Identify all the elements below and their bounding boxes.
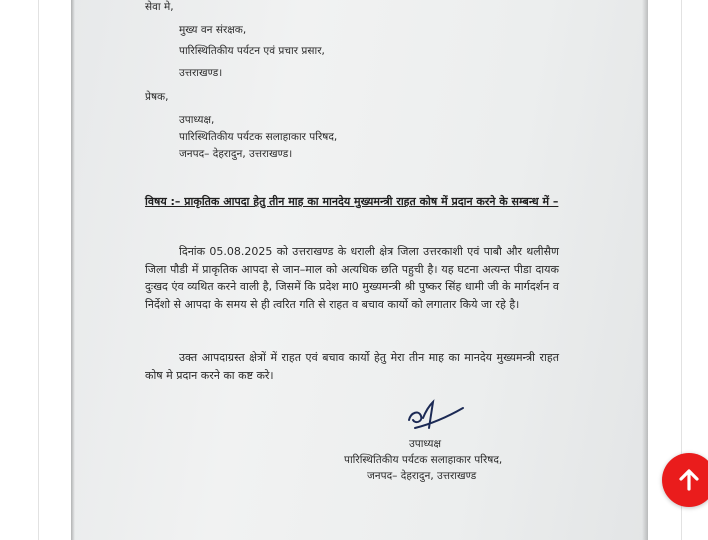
letter-subject: विषय :– प्राकृतिक आपदा हेतु तीन माह का मानदेय मुख्यमन्त्री राहत कोष में प्रदान करने के सम्बन्ध में – (145, 195, 559, 208)
closing-line-2: पारिस्थितिकीय पर्यटक सलाहाकार परिषद, (344, 454, 503, 466)
signature (401, 398, 471, 440)
from-label: प्रेषक, (145, 91, 169, 103)
to-prefix: सेवा मे, (145, 1, 174, 13)
from-line-3: जनपद– देहरादुन, उत्तराखण्ड। (179, 148, 293, 160)
to-line-3: उत्तराखण्ड। (179, 67, 223, 79)
arrow-up-icon (676, 467, 702, 493)
body-paragraph-2: उक्त आपदाग्रस्त क्षेत्रों में राहत एवं बचाव कार्यो हेतु मेरा तीन माह का मानदेय मुख्यमन्त्री राहत कोष मे प्रदान करने का कष्ट करे। (145, 351, 559, 382)
closing-line-1: उपाध्यक्ष (409, 438, 442, 450)
from-line-1: उपाध्यक्ष, (179, 114, 215, 126)
to-line-1: मुख्य वन संरक्षक, (179, 24, 247, 36)
closing-line-3: जनपद– देहरादुन, उत्तराखण्ड (367, 470, 477, 482)
scroll-to-top-button[interactable] (662, 453, 708, 507)
page-edge-shadow (71, 0, 75, 540)
letter-image (71, 0, 648, 540)
body-paragraph-1: दिनांक 05.08.2025 को उत्तराखण्ड के धराली क्षेत्र जिला उत्तरकाशी एवं पाबौ और थलीसैण जिला पौडी में प्राकृतिक आपदा से जान–माल को अत्यधिक छति पहुची है। यह घटना अत्यन्त पीडा दायक दुःखद एंव व्यथित करने वाली है, जिसमें कि प्रदेश मा0 मुख्यमन्त्री श्री पुष्कर सिंह धामी जी के मार्गदर्शन व निर्देशो से आपदा के समय से ही त्वरित गति से राहत व बचाव कार्यो को लगातार किये जा रहे है। (145, 245, 559, 311)
content-border-left (38, 0, 39, 540)
from-line-2: पारिस्थितिकीय पर्यटक सलाहाकार परिषद, (179, 131, 338, 143)
to-line-2: पारिस्थितिकीय पर्यटन एवं प्रचार प्रसार, (179, 45, 325, 57)
